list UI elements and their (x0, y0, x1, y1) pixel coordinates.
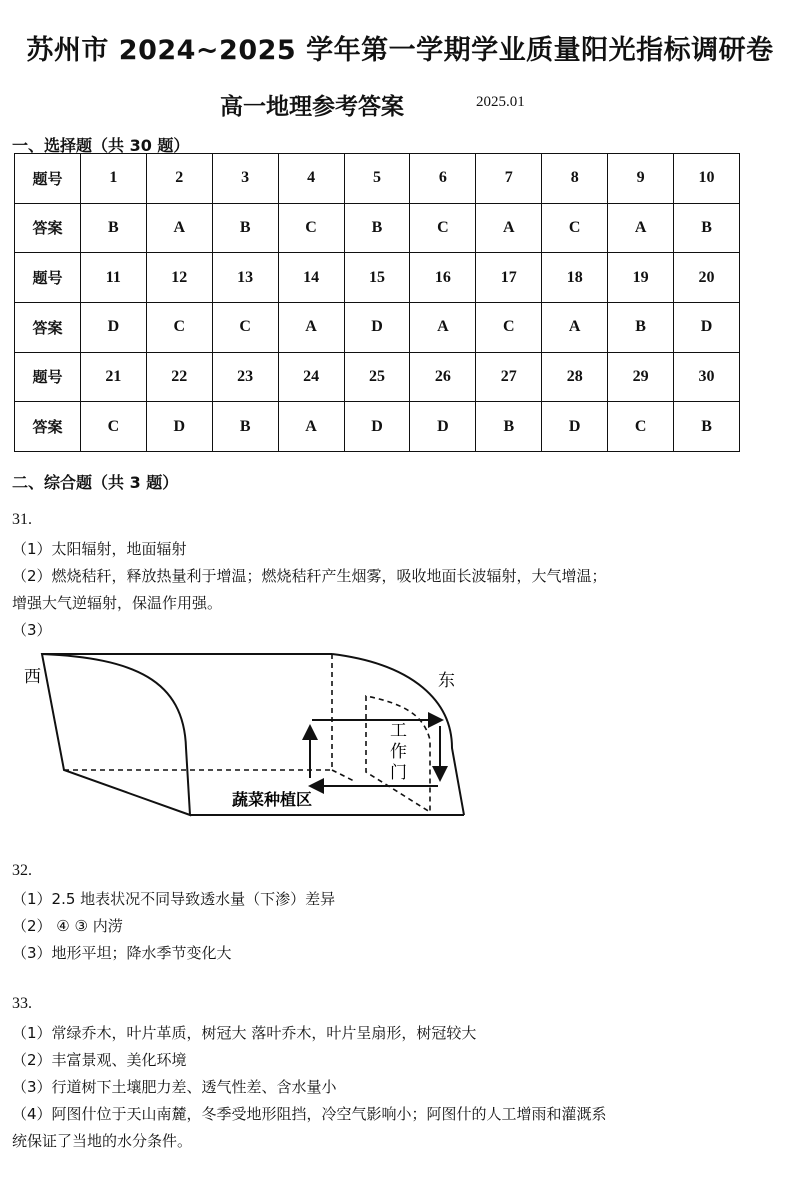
page-subtitle: 高一地理参考答案 (220, 94, 404, 120)
question-number-cell: 7 (476, 154, 542, 204)
q32-answer-2: （2） ④ ③ 内涝 (12, 917, 123, 935)
answer-cell: D (410, 402, 476, 452)
question-number-cell: 1 (80, 154, 146, 204)
question-number-row (15, 352, 740, 402)
answer-cell: B (674, 402, 740, 452)
question-number-cell: 16 (410, 253, 476, 303)
question-number-row (15, 154, 740, 204)
question-number-cell: 28 (542, 352, 608, 402)
q33-answer-4-line1: （4）阿图什位于天山南麓，冬季受地形阻挡，冷空气影响小；阿图什的人工增雨和灌溉系 (12, 1105, 607, 1123)
answer-cell: A (146, 203, 212, 253)
question-number-cell: 24 (278, 352, 344, 402)
answer-cell: D (146, 402, 212, 452)
question-number-cell: 11 (80, 253, 146, 303)
answer-cell: C (608, 402, 674, 452)
answer-cell: A (608, 203, 674, 253)
q33-answer-4-line2: 统保证了当地的水分条件。 (12, 1132, 193, 1150)
q32-answer-1: （1）2.5 地表状况不同导致透水量（下渗）差异 (12, 890, 336, 908)
question-number-cell: 25 (344, 352, 410, 402)
row-label-answer: 答案 (15, 402, 81, 452)
answer-cell: D (80, 302, 146, 352)
q31-number: 31. (12, 511, 32, 528)
greenhouse-hidden-corner-edge (332, 770, 356, 782)
answer-cell: D (344, 302, 410, 352)
page-title: 苏州市 2024~2025 学年第一学期学业质量阳光指标调研卷 (26, 35, 774, 66)
answer-cell: B (212, 402, 278, 452)
question-number-cell: 15 (344, 253, 410, 303)
answer-cell: A (278, 402, 344, 452)
section-heading-comprehensive: 二、综合题（共 3 题） (12, 473, 179, 492)
q31-answer-2-line1: （2）燃烧秸秆，释放热量利于增温；燃烧秸秆产生烟雾，吸收地面长波辐射，大气增温； (12, 567, 607, 585)
row-label-question-number: 题号 (15, 154, 81, 204)
answer-cell: C (278, 203, 344, 253)
question-number-cell: 14 (278, 253, 344, 303)
question-number-cell: 2 (146, 154, 212, 204)
question-number-cell: 6 (410, 154, 476, 204)
label-west: 西 (24, 667, 41, 687)
question-number-cell: 5 (344, 154, 410, 204)
q33-answer-2: （2）丰富景观、美化环境 (12, 1051, 187, 1069)
question-number-cell: 29 (608, 352, 674, 402)
answer-cell: B (608, 302, 674, 352)
answer-cell: B (212, 203, 278, 253)
exam-date: 2025.01 (476, 94, 525, 110)
answer-cell: C (212, 302, 278, 352)
answer-cell: A (278, 302, 344, 352)
answer-row (15, 402, 740, 452)
q33-answer-1: （1）常绿乔木，叶片革质，树冠大 落叶乔木，叶片呈扇形，树冠较大 (12, 1024, 477, 1042)
answer-cell: C (542, 203, 608, 253)
section-heading-choice: 一、选择题（共 30 题） (12, 136, 190, 155)
question-number-cell: 3 (212, 154, 278, 204)
question-number-cell: 27 (476, 352, 542, 402)
question-number-cell: 13 (212, 253, 278, 303)
question-number-cell: 12 (146, 253, 212, 303)
answer-cell: D (542, 402, 608, 452)
q31-answer-1: （1）太阳辐射，地面辐射 (12, 540, 187, 558)
q32-number: 32. (12, 862, 32, 879)
question-number-cell: 18 (542, 253, 608, 303)
question-number-cell: 4 (278, 154, 344, 204)
question-number-cell: 30 (674, 352, 740, 402)
answer-cell: D (344, 402, 410, 452)
answer-cell: A (410, 302, 476, 352)
answer-cell: B (674, 203, 740, 253)
question-number-cell: 23 (212, 352, 278, 402)
question-number-cell: 9 (608, 154, 674, 204)
answer-row (15, 302, 740, 352)
greenhouse-diagram (14, 640, 484, 825)
answer-cell: C (476, 302, 542, 352)
label-door-1: 工 (390, 721, 407, 741)
row-label-question-number: 题号 (15, 253, 81, 303)
question-number-row (15, 253, 740, 303)
question-number-cell: 21 (80, 352, 146, 402)
q31-answer-2-line2: 增强大气逆辐射，保温作用强。 (12, 594, 223, 612)
answer-cell: C (146, 302, 212, 352)
answer-cell: C (410, 203, 476, 253)
answer-row (15, 203, 740, 253)
question-number-cell: 20 (674, 253, 740, 303)
answer-cell: B (80, 203, 146, 253)
row-label-question-number: 题号 (15, 352, 81, 402)
answer-table (14, 153, 740, 452)
question-number-cell: 19 (608, 253, 674, 303)
answer-cell: D (674, 302, 740, 352)
question-number-cell: 26 (410, 352, 476, 402)
answer-cell: A (476, 203, 542, 253)
label-door-3: 门 (390, 763, 407, 783)
question-number-cell: 8 (542, 154, 608, 204)
answer-cell: B (344, 203, 410, 253)
answer-cell: A (542, 302, 608, 352)
row-label-answer: 答案 (15, 302, 81, 352)
label-east: 东 (438, 671, 455, 691)
row-label-answer: 答案 (15, 203, 81, 253)
label-door-2: 作 (390, 742, 407, 762)
question-number-cell: 10 (674, 154, 740, 204)
question-number-cell: 22 (146, 352, 212, 402)
greenhouse-front-face (42, 654, 190, 815)
q31-answer-3: （3） (12, 621, 52, 639)
answer-cell: C (80, 402, 146, 452)
q32-answer-3: （3）地形平坦；降水季节变化大 (12, 944, 232, 962)
answer-cell: B (476, 402, 542, 452)
question-number-cell: 17 (476, 253, 542, 303)
q33-number: 33. (12, 995, 32, 1012)
q33-answer-3: （3）行道树下土壤肥力差、透气性差、含水量小 (12, 1078, 337, 1096)
label-planting-area: 蔬菜种植区 (232, 790, 313, 809)
